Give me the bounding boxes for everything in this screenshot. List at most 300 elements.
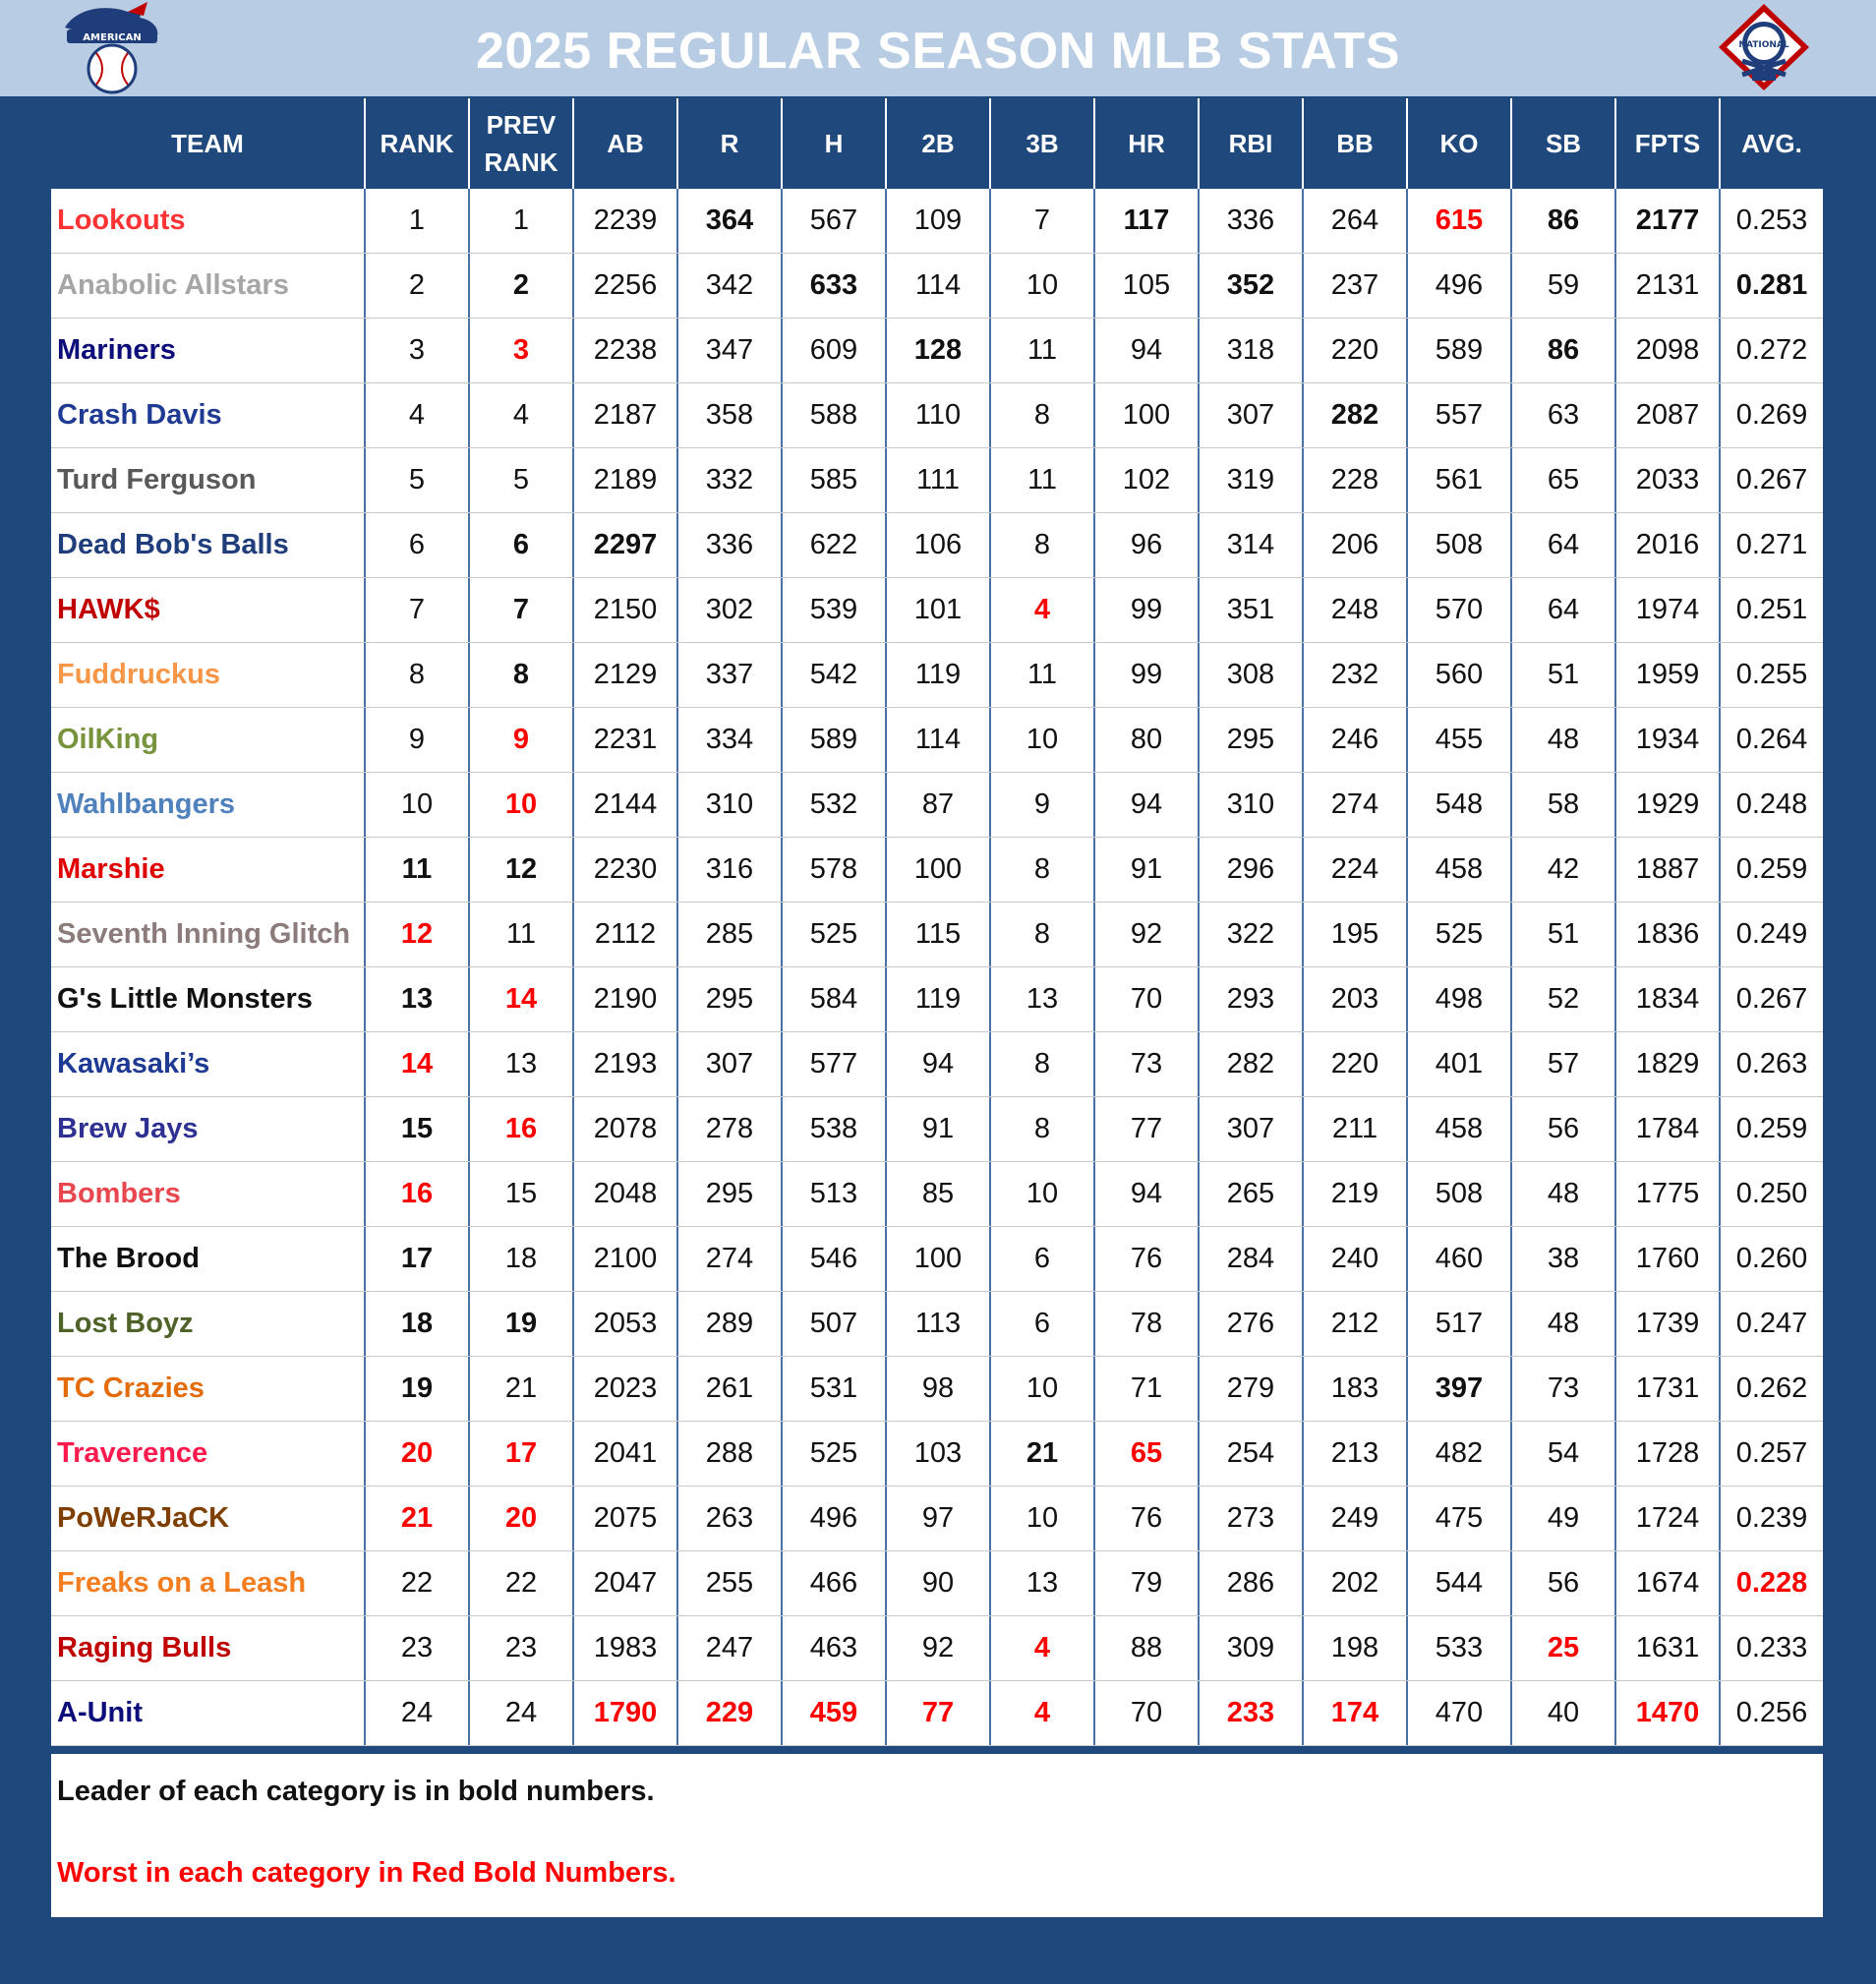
team-name: Marshie bbox=[51, 838, 366, 902]
team-name: Bombers bbox=[51, 1162, 366, 1226]
cell-r: 347 bbox=[678, 319, 783, 382]
team-name: Mariners bbox=[51, 319, 366, 382]
cell-rbi: 322 bbox=[1200, 903, 1304, 966]
cell-h: 567 bbox=[783, 189, 887, 253]
cell-sb: 64 bbox=[1512, 578, 1616, 642]
cell-r: 295 bbox=[678, 967, 783, 1031]
cell-avg: 0.263 bbox=[1735, 1048, 1808, 1080]
cell-rank: 22 bbox=[366, 1551, 470, 1615]
cell-h: 578 bbox=[783, 838, 887, 902]
svg-text:AMERICAN: AMERICAN bbox=[83, 32, 142, 43]
cell-fpts: 1959 bbox=[1616, 643, 1721, 707]
cell-2b: 94 bbox=[887, 1032, 991, 1096]
cell-r: 247 bbox=[678, 1616, 783, 1680]
cell-ko: 496 bbox=[1408, 254, 1512, 318]
cell-avg: 0.228 bbox=[1735, 1567, 1808, 1599]
cell-prev-rank: 21 bbox=[470, 1357, 574, 1421]
table-row bbox=[51, 448, 1823, 513]
cell-avg: 0.264 bbox=[1735, 724, 1808, 755]
cell-3b: 4 bbox=[991, 578, 1095, 642]
team-name: HAWK$ bbox=[51, 578, 366, 642]
team-name: G's Little Monsters bbox=[51, 967, 366, 1031]
cell-ko: 482 bbox=[1408, 1422, 1512, 1486]
divider bbox=[51, 1746, 1823, 1754]
cell-avg: 0.250 bbox=[1735, 1178, 1808, 1209]
cell-prev-rank: 11 bbox=[470, 903, 574, 966]
cell-avg: 0.239 bbox=[1735, 1502, 1808, 1534]
cell-fpts: 1775 bbox=[1616, 1162, 1721, 1226]
cell-r: 278 bbox=[678, 1097, 783, 1161]
cell-r: 295 bbox=[678, 1162, 783, 1226]
cell-hr: 78 bbox=[1095, 1292, 1200, 1356]
cell-ko: 397 bbox=[1408, 1357, 1512, 1421]
cell-2b: 115 bbox=[887, 903, 991, 966]
team-name: Kawasaki’s bbox=[51, 1032, 366, 1096]
cell-rank: 21 bbox=[366, 1487, 470, 1550]
cell-r: 334 bbox=[678, 708, 783, 772]
cell-avg: 0.267 bbox=[1735, 983, 1808, 1015]
cell-ab: 2129 bbox=[574, 643, 678, 707]
cell-hr: 96 bbox=[1095, 513, 1200, 577]
cell-prev-rank: 4 bbox=[470, 383, 574, 447]
table-row bbox=[51, 189, 1823, 254]
team-name: Dead Bob's Balls bbox=[51, 513, 366, 577]
cell-bb: 220 bbox=[1304, 1032, 1408, 1096]
cell-2b: 91 bbox=[887, 1097, 991, 1161]
cell-2b: 114 bbox=[887, 254, 991, 318]
cell-hr: 100 bbox=[1095, 383, 1200, 447]
cell-prev-rank: 18 bbox=[470, 1227, 574, 1291]
cell-sb: 59 bbox=[1512, 254, 1616, 318]
cell-r: 285 bbox=[678, 903, 783, 966]
cell-3b: 21 bbox=[991, 1422, 1095, 1486]
cell-rbi: 307 bbox=[1200, 383, 1304, 447]
cell-hr: 79 bbox=[1095, 1551, 1200, 1615]
cell-rank: 19 bbox=[366, 1357, 470, 1421]
cell-r: 364 bbox=[678, 189, 783, 253]
cell-3b: 6 bbox=[991, 1227, 1095, 1291]
cell-h: 546 bbox=[783, 1227, 887, 1291]
cell-bb: 198 bbox=[1304, 1616, 1408, 1680]
cell-sb: 48 bbox=[1512, 708, 1616, 772]
cell-rbi: 309 bbox=[1200, 1616, 1304, 1680]
table-row bbox=[51, 1097, 1823, 1162]
cell-sb: 54 bbox=[1512, 1422, 1616, 1486]
cell-rbi: 286 bbox=[1200, 1551, 1304, 1615]
cell-ab: 2189 bbox=[574, 448, 678, 512]
cell-h: 531 bbox=[783, 1357, 887, 1421]
cell-rank: 16 bbox=[366, 1162, 470, 1226]
cell-bb: 246 bbox=[1304, 708, 1408, 772]
cell-2b: 119 bbox=[887, 967, 991, 1031]
cell-rank: 10 bbox=[366, 773, 470, 837]
cell-rbi: 352 bbox=[1200, 254, 1304, 318]
cell-r: 255 bbox=[678, 1551, 783, 1615]
cell-3b: 8 bbox=[991, 903, 1095, 966]
cell-rank: 12 bbox=[366, 903, 470, 966]
cell-3b: 10 bbox=[991, 254, 1095, 318]
table-row bbox=[51, 1357, 1823, 1422]
cell-avg: 0.267 bbox=[1735, 464, 1808, 496]
cell-sb: 42 bbox=[1512, 838, 1616, 902]
cell-ab: 2231 bbox=[574, 708, 678, 772]
svg-text:NATIONAL: NATIONAL bbox=[1738, 40, 1789, 50]
cell-2b: 128 bbox=[887, 319, 991, 382]
cell-bb: 206 bbox=[1304, 513, 1408, 577]
cell-avg: 0.281 bbox=[1735, 269, 1808, 301]
cell-2b: 114 bbox=[887, 708, 991, 772]
cell-prev-rank: 22 bbox=[470, 1551, 574, 1615]
cell-ab: 1983 bbox=[574, 1616, 678, 1680]
cell-r: 261 bbox=[678, 1357, 783, 1421]
cell-sb: 86 bbox=[1512, 319, 1616, 382]
cell-bb: 220 bbox=[1304, 319, 1408, 382]
cell-rank: 2 bbox=[366, 254, 470, 318]
cell-ko: 508 bbox=[1408, 513, 1512, 577]
cell-avg: 0.253 bbox=[1735, 204, 1808, 236]
cell-h: 577 bbox=[783, 1032, 887, 1096]
cell-2b: 113 bbox=[887, 1292, 991, 1356]
cell-ko: 560 bbox=[1408, 643, 1512, 707]
cell-h: 525 bbox=[783, 1422, 887, 1486]
cell-2b: 92 bbox=[887, 1616, 991, 1680]
cell-ko: 458 bbox=[1408, 1097, 1512, 1161]
cell-rank: 23 bbox=[366, 1616, 470, 1680]
cell-sb: 56 bbox=[1512, 1097, 1616, 1161]
team-name: Crash Davis bbox=[51, 383, 366, 447]
cell-hr: 76 bbox=[1095, 1487, 1200, 1550]
header-team: TEAM bbox=[51, 98, 366, 189]
table-row bbox=[51, 1551, 1823, 1616]
cell-sb: 40 bbox=[1512, 1681, 1616, 1745]
cell-h: 539 bbox=[783, 578, 887, 642]
team-name: Freaks on a Leash bbox=[51, 1551, 366, 1615]
cell-rbi: 319 bbox=[1200, 448, 1304, 512]
cell-h: 609 bbox=[783, 319, 887, 382]
cell-rank: 11 bbox=[366, 838, 470, 902]
cell-h: 584 bbox=[783, 967, 887, 1031]
cell-rank: 15 bbox=[366, 1097, 470, 1161]
cell-ab: 2190 bbox=[574, 967, 678, 1031]
table-row bbox=[51, 643, 1823, 708]
cell-hr: 71 bbox=[1095, 1357, 1200, 1421]
cell-fpts: 2016 bbox=[1616, 513, 1721, 577]
cell-ko: 525 bbox=[1408, 903, 1512, 966]
team-name: Lookouts bbox=[51, 189, 366, 253]
cell-ko: 548 bbox=[1408, 773, 1512, 837]
cell-ab: 2187 bbox=[574, 383, 678, 447]
cell-3b: 9 bbox=[991, 773, 1095, 837]
cell-sb: 51 bbox=[1512, 903, 1616, 966]
cell-rank: 3 bbox=[366, 319, 470, 382]
cell-rbi: 282 bbox=[1200, 1032, 1304, 1096]
cell-3b: 13 bbox=[991, 967, 1095, 1031]
cell-3b: 8 bbox=[991, 513, 1095, 577]
cell-sb: 48 bbox=[1512, 1292, 1616, 1356]
cell-prev-rank: 17 bbox=[470, 1422, 574, 1486]
cell-avg: 0.233 bbox=[1735, 1632, 1808, 1663]
cell-h: 532 bbox=[783, 773, 887, 837]
cell-bb: 232 bbox=[1304, 643, 1408, 707]
cell-sb: 48 bbox=[1512, 1162, 1616, 1226]
cell-h: 459 bbox=[783, 1681, 887, 1745]
cell-sb: 73 bbox=[1512, 1357, 1616, 1421]
cell-prev-rank: 9 bbox=[470, 708, 574, 772]
cell-ab: 2239 bbox=[574, 189, 678, 253]
cell-ab: 2100 bbox=[574, 1227, 678, 1291]
team-name: PoWeRJaCK bbox=[51, 1487, 366, 1550]
cell-2b: 77 bbox=[887, 1681, 991, 1745]
table-row bbox=[51, 1681, 1823, 1746]
cell-hr: 73 bbox=[1095, 1032, 1200, 1096]
legend-notes bbox=[51, 1754, 1823, 1917]
cell-prev-rank: 15 bbox=[470, 1162, 574, 1226]
cell-ko: 517 bbox=[1408, 1292, 1512, 1356]
cell-ko: 498 bbox=[1408, 967, 1512, 1031]
cell-r: 316 bbox=[678, 838, 783, 902]
cell-sb: 25 bbox=[1512, 1616, 1616, 1680]
header-2b: 2B bbox=[887, 98, 991, 189]
cell-hr: 99 bbox=[1095, 578, 1200, 642]
cell-rbi: 276 bbox=[1200, 1292, 1304, 1356]
cell-h: 588 bbox=[783, 383, 887, 447]
cell-r: 274 bbox=[678, 1227, 783, 1291]
cell-rbi: 307 bbox=[1200, 1097, 1304, 1161]
cell-fpts: 1829 bbox=[1616, 1032, 1721, 1096]
table-row bbox=[51, 513, 1823, 578]
team-name: OilKing bbox=[51, 708, 366, 772]
cell-ab: 1790 bbox=[574, 1681, 678, 1745]
cell-3b: 8 bbox=[991, 383, 1095, 447]
cell-rbi: 295 bbox=[1200, 708, 1304, 772]
cell-fpts: 1834 bbox=[1616, 967, 1721, 1031]
cell-ko: 589 bbox=[1408, 319, 1512, 382]
cell-rank: 8 bbox=[366, 643, 470, 707]
cell-fpts: 1887 bbox=[1616, 838, 1721, 902]
cell-bb: 213 bbox=[1304, 1422, 1408, 1486]
team-name: Brew Jays bbox=[51, 1097, 366, 1161]
cell-fpts: 1784 bbox=[1616, 1097, 1721, 1161]
cell-fpts: 1731 bbox=[1616, 1357, 1721, 1421]
cell-fpts: 2177 bbox=[1616, 189, 1721, 253]
table-row bbox=[51, 254, 1823, 319]
table-row bbox=[51, 1616, 1823, 1681]
cell-rbi: 265 bbox=[1200, 1162, 1304, 1226]
cell-ko: 533 bbox=[1408, 1616, 1512, 1680]
cell-sb: 57 bbox=[1512, 1032, 1616, 1096]
cell-fpts: 1836 bbox=[1616, 903, 1721, 966]
cell-r: 289 bbox=[678, 1292, 783, 1356]
table-row bbox=[51, 708, 1823, 773]
cell-fpts: 2131 bbox=[1616, 254, 1721, 318]
cell-hr: 70 bbox=[1095, 1681, 1200, 1745]
cell-rbi: 284 bbox=[1200, 1227, 1304, 1291]
team-name: Raging Bulls bbox=[51, 1616, 366, 1680]
cell-fpts: 1760 bbox=[1616, 1227, 1721, 1291]
cell-h: 585 bbox=[783, 448, 887, 512]
cell-bb: 264 bbox=[1304, 189, 1408, 253]
cell-sb: 86 bbox=[1512, 189, 1616, 253]
cell-bb: 237 bbox=[1304, 254, 1408, 318]
table-row bbox=[51, 1487, 1823, 1551]
cell-ab: 2075 bbox=[574, 1487, 678, 1550]
cell-sb: 52 bbox=[1512, 967, 1616, 1031]
cell-ko: 401 bbox=[1408, 1032, 1512, 1096]
cell-2b: 103 bbox=[887, 1422, 991, 1486]
table-row bbox=[51, 773, 1823, 838]
cell-bb: 228 bbox=[1304, 448, 1408, 512]
cell-avg: 0.247 bbox=[1735, 1308, 1808, 1339]
cell-prev-rank: 1 bbox=[470, 189, 574, 253]
team-name: Seventh Inning Glitch bbox=[51, 903, 366, 966]
cell-fpts: 1674 bbox=[1616, 1551, 1721, 1615]
cell-3b: 13 bbox=[991, 1551, 1095, 1615]
table-row bbox=[51, 319, 1823, 383]
cell-rank: 7 bbox=[366, 578, 470, 642]
cell-prev-rank: 2 bbox=[470, 254, 574, 318]
cell-3b: 8 bbox=[991, 838, 1095, 902]
cell-h: 525 bbox=[783, 903, 887, 966]
cell-r: 342 bbox=[678, 254, 783, 318]
cell-2b: 101 bbox=[887, 578, 991, 642]
cell-3b: 11 bbox=[991, 448, 1095, 512]
cell-ko: 458 bbox=[1408, 838, 1512, 902]
cell-hr: 70 bbox=[1095, 967, 1200, 1031]
cell-avg: 0.272 bbox=[1735, 334, 1808, 366]
cell-prev-rank: 12 bbox=[470, 838, 574, 902]
table-row bbox=[51, 1422, 1823, 1487]
cell-ko: 475 bbox=[1408, 1487, 1512, 1550]
cell-rank: 14 bbox=[366, 1032, 470, 1096]
cell-h: 466 bbox=[783, 1551, 887, 1615]
cell-2b: 119 bbox=[887, 643, 991, 707]
cell-rank: 9 bbox=[366, 708, 470, 772]
cell-ko: 508 bbox=[1408, 1162, 1512, 1226]
cell-r: 337 bbox=[678, 643, 783, 707]
cell-2b: 90 bbox=[887, 1551, 991, 1615]
cell-h: 496 bbox=[783, 1487, 887, 1550]
cell-avg: 0.259 bbox=[1735, 1113, 1808, 1144]
cell-ab: 2150 bbox=[574, 578, 678, 642]
cell-prev-rank: 8 bbox=[470, 643, 574, 707]
cell-ab: 2041 bbox=[574, 1422, 678, 1486]
cell-fpts: 2087 bbox=[1616, 383, 1721, 447]
cell-bb: 174 bbox=[1304, 1681, 1408, 1745]
cell-hr: 102 bbox=[1095, 448, 1200, 512]
header-hr: HR bbox=[1095, 98, 1200, 189]
cell-ko: 460 bbox=[1408, 1227, 1512, 1291]
cell-3b: 11 bbox=[991, 319, 1095, 382]
cell-sb: 56 bbox=[1512, 1551, 1616, 1615]
cell-r: 332 bbox=[678, 448, 783, 512]
table-row bbox=[51, 1292, 1823, 1357]
page-title: 2025 REGULAR SEASON MLB STATS bbox=[475, 23, 1401, 80]
cell-hr: 92 bbox=[1095, 903, 1200, 966]
note-red-worst: Worst in each category in Red Bold Numbers. bbox=[57, 1857, 676, 1889]
cell-h: 542 bbox=[783, 643, 887, 707]
header-prev-rank: PREV RANK bbox=[470, 98, 574, 189]
cell-rbi: 336 bbox=[1200, 189, 1304, 253]
team-name: The Brood bbox=[51, 1227, 366, 1291]
cell-ko: 455 bbox=[1408, 708, 1512, 772]
cell-prev-rank: 5 bbox=[470, 448, 574, 512]
cell-hr: 94 bbox=[1095, 773, 1200, 837]
cell-rbi: 318 bbox=[1200, 319, 1304, 382]
cell-ko: 615 bbox=[1408, 189, 1512, 253]
cell-hr: 117 bbox=[1095, 189, 1200, 253]
cell-rbi: 273 bbox=[1200, 1487, 1304, 1550]
cell-sb: 58 bbox=[1512, 773, 1616, 837]
cell-2b: 97 bbox=[887, 1487, 991, 1550]
cell-prev-rank: 24 bbox=[470, 1681, 574, 1745]
cell-fpts: 2098 bbox=[1616, 319, 1721, 382]
cell-3b: 10 bbox=[991, 708, 1095, 772]
team-name: Wahlbangers bbox=[51, 773, 366, 837]
cell-sb: 64 bbox=[1512, 513, 1616, 577]
cell-sb: 63 bbox=[1512, 383, 1616, 447]
cell-avg: 0.271 bbox=[1735, 529, 1808, 560]
cell-rbi: 254 bbox=[1200, 1422, 1304, 1486]
cell-avg: 0.251 bbox=[1735, 594, 1808, 625]
table-row bbox=[51, 1032, 1823, 1097]
cell-avg: 0.269 bbox=[1735, 399, 1808, 431]
cell-rank: 1 bbox=[366, 189, 470, 253]
note-bold-leader: Leader of each category is in bold numbers. bbox=[57, 1776, 655, 1807]
cell-prev-rank: 6 bbox=[470, 513, 574, 577]
table-row bbox=[51, 967, 1823, 1032]
cell-bb: 219 bbox=[1304, 1162, 1408, 1226]
cell-ab: 2256 bbox=[574, 254, 678, 318]
team-name: Traverence bbox=[51, 1422, 366, 1486]
table-row bbox=[51, 838, 1823, 903]
cell-3b: 8 bbox=[991, 1097, 1095, 1161]
cell-sb: 49 bbox=[1512, 1487, 1616, 1550]
cell-3b: 8 bbox=[991, 1032, 1095, 1096]
cell-ko: 544 bbox=[1408, 1551, 1512, 1615]
cell-fpts: 1739 bbox=[1616, 1292, 1721, 1356]
team-name: TC Crazies bbox=[51, 1357, 366, 1421]
cell-bb: 240 bbox=[1304, 1227, 1408, 1291]
table-row bbox=[51, 1162, 1823, 1227]
cell-avg: 0.262 bbox=[1735, 1372, 1808, 1404]
cell-h: 622 bbox=[783, 513, 887, 577]
cell-ab: 2193 bbox=[574, 1032, 678, 1096]
cell-hr: 105 bbox=[1095, 254, 1200, 318]
cell-prev-rank: 14 bbox=[470, 967, 574, 1031]
cell-fpts: 1974 bbox=[1616, 578, 1721, 642]
cell-2b: 87 bbox=[887, 773, 991, 837]
cell-avg: 0.249 bbox=[1735, 918, 1808, 950]
cell-ab: 2238 bbox=[574, 319, 678, 382]
header-rbi: RBI bbox=[1200, 98, 1304, 189]
cell-2b: 100 bbox=[887, 838, 991, 902]
cell-r: 229 bbox=[678, 1681, 783, 1745]
cell-2b: 110 bbox=[887, 383, 991, 447]
cell-3b: 6 bbox=[991, 1292, 1095, 1356]
team-name: A-Unit bbox=[51, 1681, 366, 1745]
cell-ab: 2023 bbox=[574, 1357, 678, 1421]
cell-prev-rank: 19 bbox=[470, 1292, 574, 1356]
cell-rbi: 351 bbox=[1200, 578, 1304, 642]
team-name: Lost Boyz bbox=[51, 1292, 366, 1356]
cell-rank: 6 bbox=[366, 513, 470, 577]
cell-ab: 2047 bbox=[574, 1551, 678, 1615]
header-ko: KO bbox=[1408, 98, 1512, 189]
cell-prev-rank: 10 bbox=[470, 773, 574, 837]
cell-bb: 183 bbox=[1304, 1357, 1408, 1421]
cell-r: 263 bbox=[678, 1487, 783, 1550]
cell-ab: 2144 bbox=[574, 773, 678, 837]
